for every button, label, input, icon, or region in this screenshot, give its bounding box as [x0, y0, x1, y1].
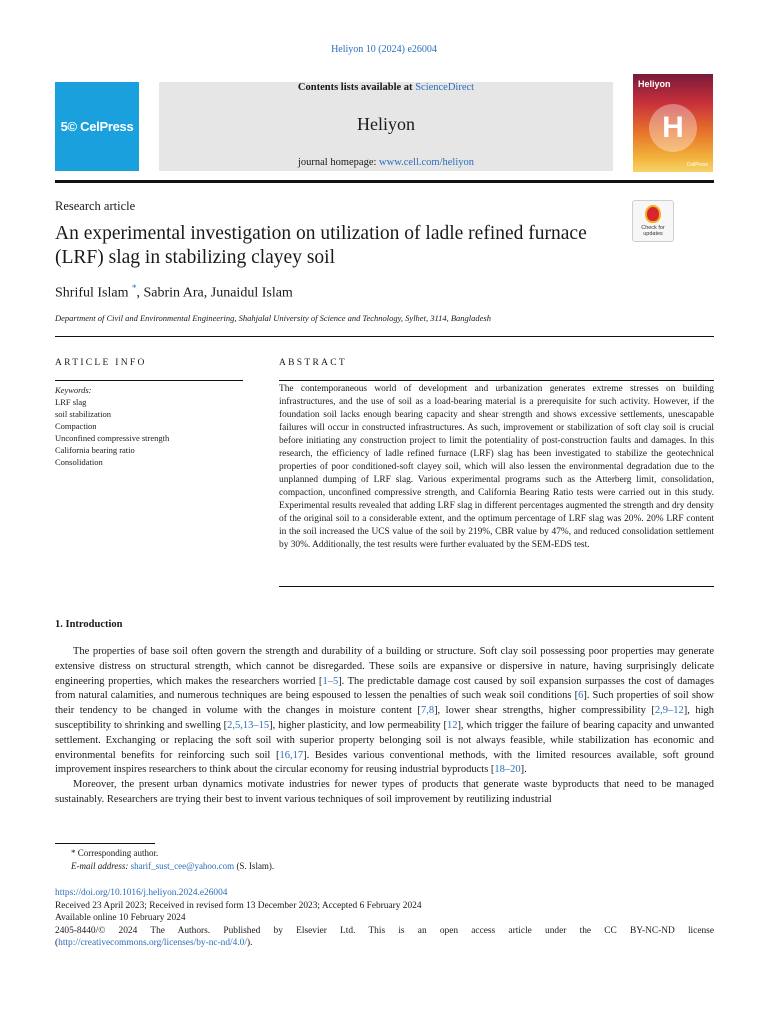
body-text: The properties of base soil often govern the strength and durability of a building or structure. Soft clay soil possessing poor properties may generate extensive distress on structural strength, which cannot be disregarded. These soils are expansive or dispersive in nature, having surprisingly delicate engineering properties, which makes the researchers worried [	[55, 646, 714, 687]
journal-name: Heliyon	[357, 114, 415, 134]
paren: ).	[246, 938, 253, 949]
contents-line	[159, 82, 613, 93]
corresponding-line	[55, 847, 714, 860]
cover-letter: H	[662, 111, 684, 144]
affiliation: Department of Civil and Environmental Engineering, Shahjalal University of Science and Technology, Sylhet, 3114, Bangladesh	[55, 313, 491, 323]
homepage-link[interactable]: www.cell.com/heliyon	[379, 157, 475, 168]
sciencedirect-link[interactable]: ScienceDirect	[415, 82, 475, 93]
keyword-item: soil stabilization	[55, 409, 111, 419]
article-info-divider	[55, 380, 243, 381]
email-link[interactable]: sharif_sust_cee@yahoo.com	[130, 861, 235, 871]
article-title: An experimental investigation on utilization of ladle refined furnace (LRF) slag in stabilizing clayey soil	[55, 223, 587, 268]
footnote	[55, 847, 714, 873]
body-text: ], which trigger the failure of bearing capacity and unwanted settlement. Exchanging or replacing the soft soil with superior property belonging soil is not always feasible, while stabilization has economic and environmental benefits for reinforcing such soil [	[55, 719, 714, 761]
keyword-item: LRF slag	[55, 397, 87, 407]
citation-link[interactable]: 18–20	[494, 764, 521, 776]
email-label: E-mail address:	[71, 861, 129, 871]
intro-paragraph: Moreover, the present urban dynamics motivate industries for newer types of products that generate waste byproducts that need to be managed sustainably. Researchers are trying their best to invent various techniques of soil improvement by reutilizing industrial	[55, 779, 714, 805]
body-text: ]. Besides various conventional methods, with the limited resources available, soft ground improvement inspires researchers to think about the circular economy for reusing industrial byproducts [	[55, 749, 715, 776]
footnote-divider	[55, 843, 155, 844]
publisher-logo-text: 5© CelPress	[60, 119, 134, 134]
body-text: ], lower shear strengths, higher compressibility [	[434, 705, 655, 717]
keyword-item: Consolidation	[55, 457, 103, 467]
author-separator: ,	[136, 285, 144, 301]
publication-info	[55, 887, 714, 950]
body-text: ], higher plasticity, and low permeability [	[269, 719, 447, 731]
citation-link[interactable]: 12	[446, 719, 458, 731]
abstract-divider	[279, 380, 714, 381]
bookmark-icon	[645, 205, 661, 223]
abstract-heading: ABSTRACT	[279, 358, 348, 368]
journal-cover-image	[633, 74, 713, 172]
body-text: ], high susceptibility to shrinking and swelling [	[55, 705, 714, 731]
history-dates: Received 23 April 2023; Received in revised form 13 December 2023; Accepted 6 February 2024	[55, 900, 422, 911]
header-divider	[55, 180, 714, 183]
license-statement: 2405-8440/© 2024 The Authors. Published by Elsevier Ltd. This is an open access article under the CC BY-NC-ND license	[55, 925, 714, 936]
corresponding-author-mark[interactable]: *	[132, 283, 137, 293]
citation-link[interactable]: 2,5,13–15	[227, 719, 270, 731]
citation-link[interactable]: 16,17	[279, 749, 304, 761]
author-separator: ,	[203, 285, 211, 301]
introduction-heading: 1. Introduction	[55, 619, 123, 630]
body-text: ].	[520, 764, 527, 776]
cover-title: Heliyon	[638, 79, 671, 89]
citation-link[interactable]: 7,8	[420, 705, 435, 717]
corresponding-text: Corresponding author.	[77, 848, 159, 858]
footnote-mark: *	[71, 848, 76, 858]
license-link[interactable]: http://creativecommons.org/licenses/by-nc-nd/4.0/	[58, 938, 247, 949]
citation-link[interactable]: 2,9–12	[654, 705, 684, 717]
keyword-item: California bearing ratio	[55, 445, 135, 455]
journal-reference[interactable]: Heliyon 10 (2024) e26004	[331, 44, 437, 55]
contents-prefix: Contents lists available at	[297, 82, 416, 93]
cover-brand: CellPress	[686, 162, 708, 168]
author-name[interactable]: Junaidul Islam	[210, 285, 293, 301]
doi-link[interactable]: https://doi.org/10.1016/j.heliyon.2024.e26004	[55, 888, 228, 898]
body-text: ]. Such properties of soil show their tendency to be changed in volume with the changes in moisture content [	[55, 690, 714, 717]
author-name[interactable]: Sabrin Ara	[143, 285, 204, 301]
check-for-updates-button[interactable]	[632, 200, 674, 242]
paren: (	[55, 938, 59, 949]
keyword-item: Compaction	[55, 421, 97, 431]
citation-link[interactable]: 6	[578, 690, 584, 702]
introduction-body	[55, 645, 714, 808]
license-url-line	[55, 937, 714, 950]
available-online: Available online 10 February 2024	[55, 913, 186, 924]
article-info-heading: ARTICLE INFO	[55, 358, 147, 368]
intro-paragraph	[55, 645, 714, 778]
keyword-item: Unconfined compressive strength	[55, 433, 170, 443]
keywords-block	[55, 384, 245, 468]
author-name[interactable]: Shriful Islam	[55, 285, 129, 301]
citation-link[interactable]: 1–5	[322, 675, 339, 687]
homepage-line	[159, 157, 613, 168]
section-divider	[55, 336, 714, 337]
homepage-prefix: journal homepage:	[297, 157, 380, 168]
body-text: ]. The predictable damage cost caused by soil expansion surpasses the cost of damages from natural calamities, and numerous techniques are being espoused to lessen the penalties of such weak soil conditions [	[55, 675, 714, 702]
abstract-text: The contemporaneous world of development and urbanization generates extreme stresses on building infrastructures, and the use of soil as a load-bearing material is a prerequisite for such activity. However, if the foundation soil lacks enough bearing capacity and shear strength and shows excessive settlements, unescapable failures will occur in constructed infrastructures. As such, improvement or stabilization of soft clay soil is crucial before initiating any construction project to limit the potentiality of post-construction faults and damages. In this research, the efficiency of ladle refined furnace (LRF) slag has been investigated to stabilize the geotechnical properties of poor conditioned-soft clayey soil, which will also lessen the environmental degradation due to the unplanned dumping of LRF slag. Various experimental programs such as the Atterberg limit, consolidation, compaction, unconfined compressive strength, and California Bearing Ratio tests were carried out in this study. Experimental results revealed that adding LRF slag in different percentages augmented the strength and dry density of the original soil to a considerable extent, and the optimum percentage of LRF slag was 20%. 20% LRF content in the soil increased the UCS value of the soil by 219%, CBR value by 47%, and reduced consolidation settlement by 30%. Additionally, the test results were further evaluated by the SEM-EDS test.	[279, 384, 714, 550]
author-list	[55, 283, 293, 302]
email-line	[55, 860, 714, 873]
publisher-logo	[55, 82, 139, 171]
check-updates-label: Check for updates	[641, 225, 665, 237]
article-type: Research article	[55, 199, 136, 213]
keywords-label: Keywords:	[55, 385, 92, 395]
email-suffix: (S. Islam).	[236, 861, 275, 871]
abstract-end-divider	[279, 586, 714, 587]
